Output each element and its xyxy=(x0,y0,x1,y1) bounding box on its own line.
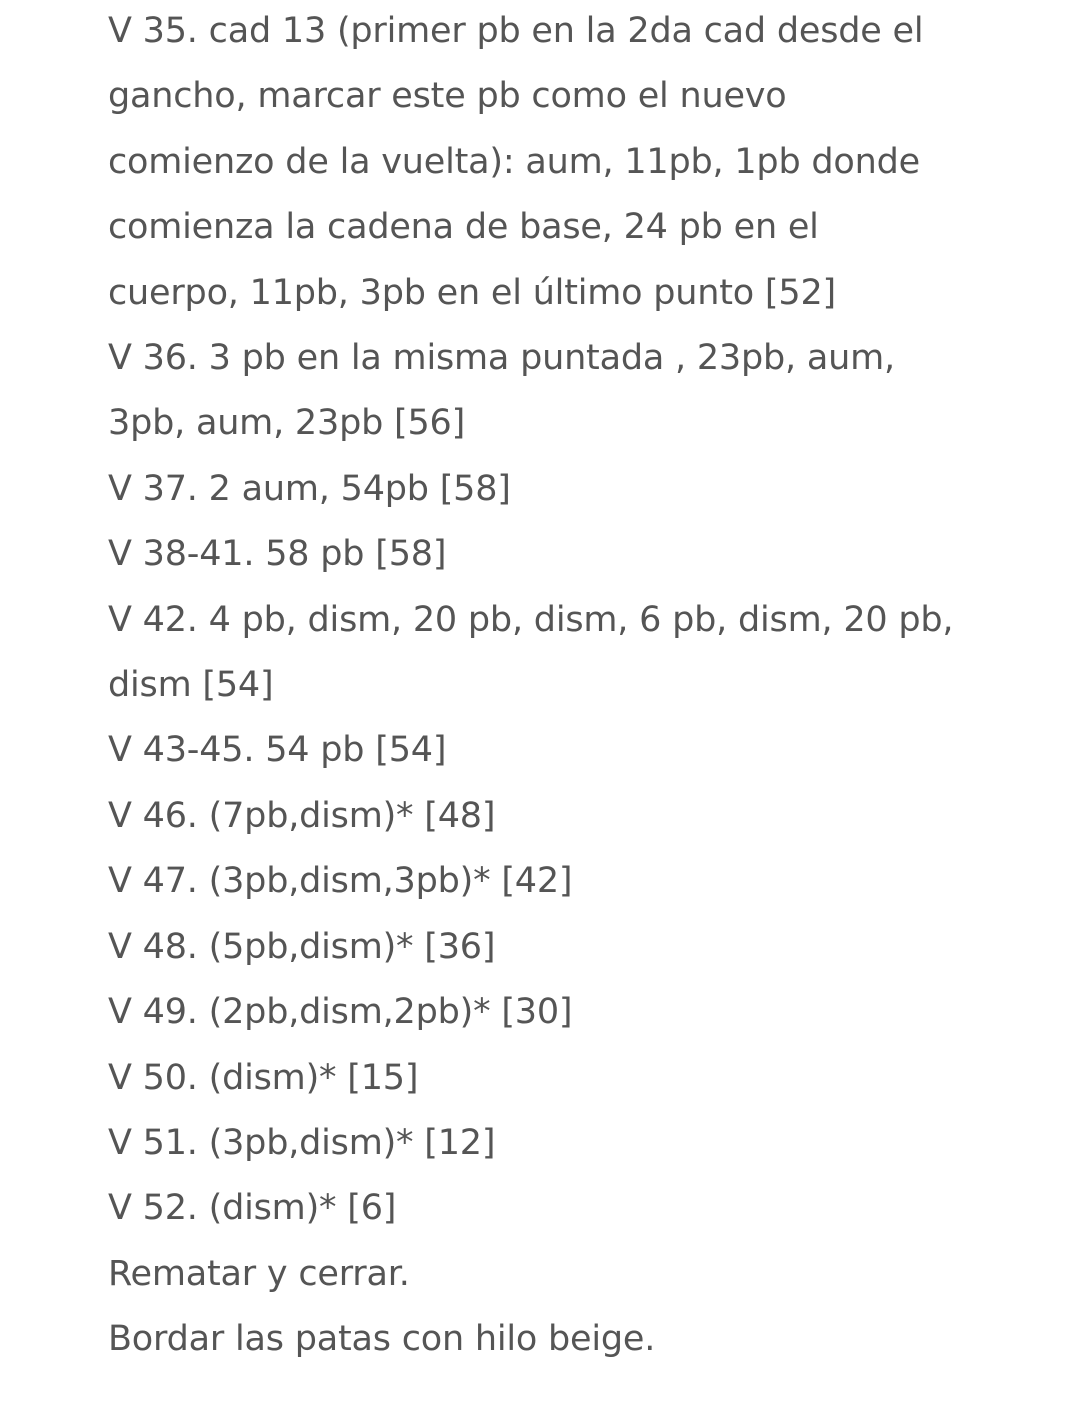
text-line: gancho, marcar este pb como el nuevo xyxy=(108,76,787,117)
text-line: V 36. 3 pb en la misma puntada , 23pb, aum, xyxy=(108,338,895,379)
text-line: 3pb, aum, 23pb [56] xyxy=(108,403,466,444)
text-line: V 37. 2 aum, 54pb [58] xyxy=(108,468,511,509)
text-line: V 48. (5pb,dism)* [36] xyxy=(108,926,496,967)
text-line: V 42. 4 pb, dism, 20 pb, dism, 6 pb, dism, 20 pb, xyxy=(108,599,954,640)
text-line: V 38-41. 58 pb [58] xyxy=(108,534,447,575)
text-line: cuerpo, 11pb, 3pb en el último punto [52] xyxy=(108,272,836,313)
text-line: V 47. (3pb,dism,3pb)* [42] xyxy=(108,861,573,902)
text-line: V 50. (dism)* [15] xyxy=(108,1057,419,1098)
text-line: V 51. (3pb,dism)* [12] xyxy=(108,1122,496,1163)
pattern-instructions xyxy=(108,0,988,1373)
text-line: V 35. cad 13 (primer pb en la 2da cad desde el xyxy=(108,11,924,51)
text-line: Rematar y cerrar. xyxy=(108,1253,410,1294)
text-line: Bordar las patas con hilo beige. xyxy=(108,1319,656,1360)
text-line: V 52. (dism)* [6] xyxy=(108,1188,397,1229)
text-line: V 46. (7pb,dism)* [48] xyxy=(108,795,496,836)
text-line: V 49. (2pb,dism,2pb)* [30] xyxy=(108,992,573,1033)
text-line: dism [54] xyxy=(108,665,274,706)
text-line: comienzo de la vuelta): aum, 11pb, 1pb donde xyxy=(108,141,920,182)
text-line: V 43-45. 54 pb [54] xyxy=(108,730,447,771)
text-line: comienza la cadena de base, 24 pb en el xyxy=(108,207,819,248)
